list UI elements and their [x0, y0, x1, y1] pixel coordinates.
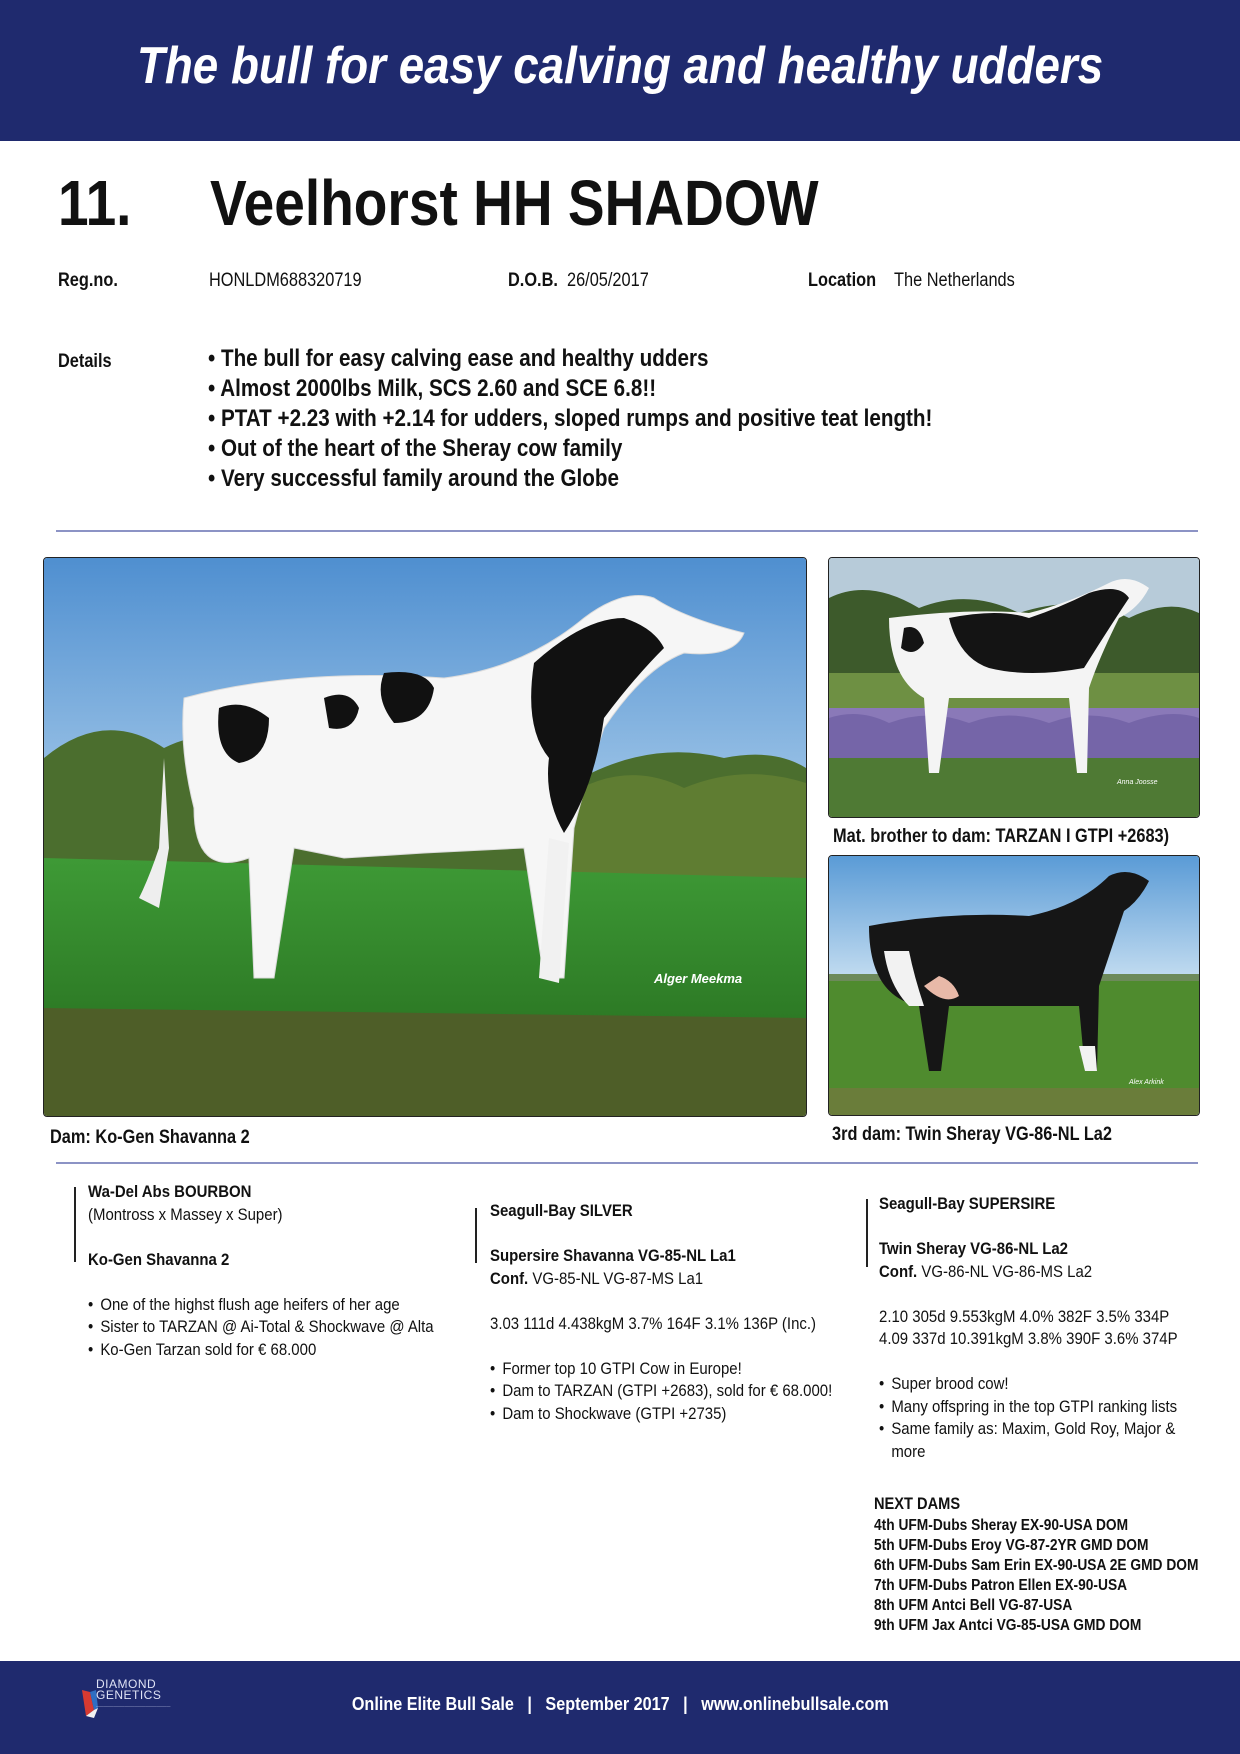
list-item: 7th UFM-Dubs Patron Ellen EX-90-USA — [874, 1577, 1128, 1594]
pedigree-col-3 — [879, 1193, 1218, 1463]
pedigree-connector — [74, 1187, 76, 1262]
reg-value: HONLDM688320719 — [209, 270, 362, 291]
production-record: 3.03 111d 4.438kgM 3.7% 164F 3.1% 136P (Inc.) — [490, 1313, 817, 1333]
details-item: • Very successful family around the Globe — [208, 465, 619, 492]
list-item: • Dam to Shockwave (GTPI +2735) — [490, 1403, 832, 1426]
conformation — [490, 1268, 832, 1291]
list-item: 5th UFM-Dubs Eroy VG-87-2YR GMD DOM — [874, 1537, 1149, 1554]
logo-wordmark: DIAMOND GENETICS — [96, 1677, 162, 1702]
banner-title: The bull for easy calving and healthy udders — [136, 37, 1104, 95]
list-item: 8th UFM Antci Bell VG-87-USA — [874, 1597, 1073, 1614]
photo-credit-main: Alger Meekma — [654, 971, 743, 986]
dam-name: Ko-Gen Shavanna 2 — [88, 1249, 230, 1269]
list-item: • One of the highst flush age heifers of her age — [88, 1294, 434, 1317]
photo-credit-tarzan: Anna Joosse — [1117, 779, 1158, 786]
dam-name: Supersire Shavanna VG-85-NL La1 — [490, 1246, 736, 1265]
details-label: Details — [58, 351, 112, 372]
header-banner — [0, 0, 1240, 141]
details-item: • PTAT +2.23 with +2.14 for udders, sloped rumps and positive teat length! — [208, 405, 933, 432]
list-item: • Same family as: Maxim, Gold Roy, Major & — [879, 1418, 1178, 1441]
location-label: Location — [808, 270, 877, 291]
pedigree-col-1 — [88, 1181, 481, 1361]
divider-top — [56, 530, 1198, 532]
divider-bottom — [56, 1162, 1198, 1164]
list-item: • Sister to TARZAN @ Ai-Total & Shockwave @ Alta — [88, 1316, 434, 1339]
conformation — [879, 1261, 1178, 1284]
lot-number: 11. — [58, 167, 132, 239]
details-item: • The bull for easy calving ease and healthy udders — [208, 345, 709, 372]
caption-tarzan: Mat. brother to dam: TARZAN I GTPI +2683) — [833, 826, 1170, 847]
logo-tagline: ───────────────────── — [96, 1704, 171, 1710]
list-item: 9th UFM Jax Antci VG-85-USA GMD DOM — [874, 1617, 1142, 1634]
next-dams — [874, 1494, 1240, 1636]
dam-bullets — [490, 1358, 832, 1426]
production-record: 4.09 337d 10.391kgM 3.8% 390F 3.6% 374P — [879, 1329, 1178, 1348]
caption-twin-sheray: 3rd dam: Twin Sheray VG-86-NL La2 — [832, 1124, 1112, 1145]
photo-credit-sheray: Alex Arkink — [1129, 1079, 1164, 1086]
list-item: • Dam to TARZAN (GTPI +2683), sold for € 68.000! — [490, 1380, 832, 1403]
production-record: 2.10 305d 9.553kgM 4.0% 382F 3.5% 334P — [879, 1306, 1170, 1326]
dam-name: Twin Sheray VG-86-NL La2 — [879, 1239, 1069, 1258]
pedigree-col-2 — [490, 1200, 879, 1425]
tarzan-photo — [828, 557, 1200, 818]
footer-text: Online Elite Bull Sale | September 2017 | www.onlinebullsale.com — [351, 1694, 889, 1714]
list-item: • Super brood cow! — [879, 1373, 1178, 1396]
conf-label: Conf. — [879, 1261, 918, 1281]
details-list — [208, 344, 1050, 494]
sire-name: Seagull-Bay SUPERSIRE — [879, 1194, 1056, 1213]
list-item: • Former top 10 GTPI Cow in Europe! — [490, 1358, 832, 1381]
conf-label: Conf. — [490, 1268, 529, 1288]
conf-value: VG-86-NL VG-86-MS La2 — [921, 1261, 1093, 1281]
list-item: • Many offspring in the top GTPI ranking lists — [879, 1396, 1178, 1419]
details-item: • Almost 2000lbs Milk, SCS 2.60 and SCE 6.8!! — [208, 375, 657, 402]
list-item: 4th UFM-Dubs Sheray EX-90-USA DOM — [874, 1517, 1129, 1534]
next-dams-title: NEXT DAMS — [874, 1494, 961, 1513]
pedigree-connector — [475, 1208, 477, 1263]
dam-bullets — [88, 1294, 434, 1362]
reg-label: Reg.no. — [58, 270, 118, 291]
sire-line: (Montross x Massey x Super) — [88, 1204, 283, 1224]
dam-photo — [43, 557, 807, 1117]
dam-bullets — [879, 1373, 1178, 1441]
location-value: The Netherlands — [894, 270, 1015, 291]
caption-dam: Dam: Ko-Gen Shavanna 2 — [50, 1127, 250, 1148]
bull-name: Veelhorst HH SHADOW — [210, 167, 819, 239]
dob-label: D.O.B. — [508, 270, 558, 291]
list-item: 6th UFM-Dubs Sam Erin EX-90-USA 2E GMD DOM — [874, 1557, 1199, 1574]
details-item: • Out of the heart of the Sheray cow family — [208, 435, 623, 462]
sire-name: Wa-Del Abs BOURBON — [88, 1182, 252, 1201]
twin-sheray-photo — [828, 855, 1200, 1116]
pedigree-connector — [866, 1199, 868, 1267]
footer — [0, 1661, 1240, 1754]
sire-name: Seagull-Bay SILVER — [490, 1201, 633, 1220]
list-item: • Ko-Gen Tarzan sold for € 68.000 — [88, 1339, 434, 1362]
list-item-continuation: more — [891, 1441, 926, 1461]
dob-value: 26/05/2017 — [567, 270, 649, 291]
conf-value: VG-85-NL VG-87-MS La1 — [532, 1268, 704, 1288]
